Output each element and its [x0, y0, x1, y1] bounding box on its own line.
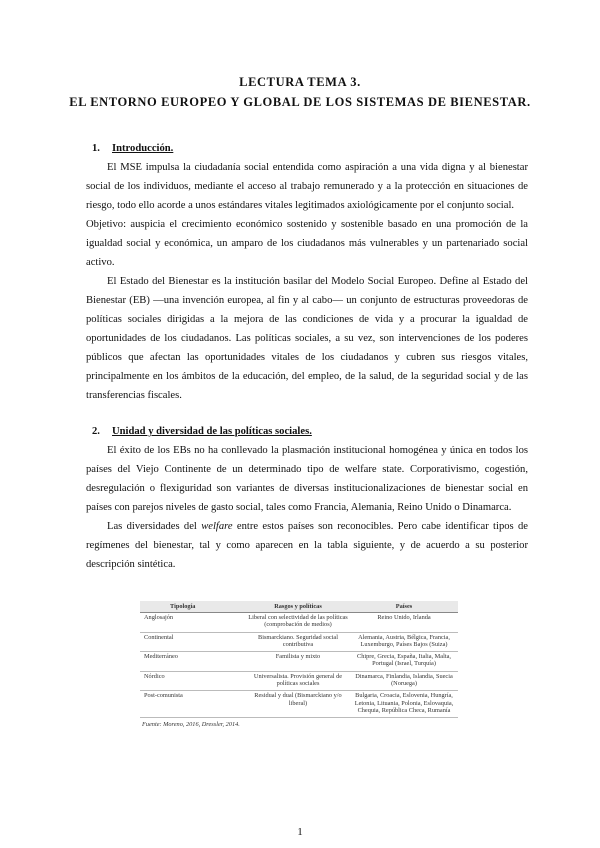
section-2-paragraph-1: El éxito de los EBs no ha conllevado la plasmación institucional homogénea y única en todos los países del Viejo Continente de un determinado tipo de welfare state. Corporativismo, cogestión, desregulación o flexiguridad son variantes de diversas institucionalizaciones de bienestar social en países con parejos niveles de gasto social, tales como Francia, Alemania, Reino Unido o Dinamarca.: [86, 445, 528, 513]
section-1-paragraph-1: El MSE impulsa la ciudadanía social entendida como aspiración a una vida digna y al bienestar social de los individuos, mediante el acceso al trabajo remunerado y a la protección en situaciones de riesgo, todo ello acorde a unos estándares vitales legitimados axiológicamente por el conjunto social.: [86, 162, 528, 211]
welfare-term: welfare: [201, 521, 233, 532]
table-row: Nórdico Universalista. Provisión general de políticas sociales Dinamarca, Finlandia, Islandia, Suecia (Noruega): [140, 671, 458, 691]
document-body: [86, 140, 528, 574]
document-title: [0, 72, 600, 112]
table-header-typology: Tipología: [140, 601, 246, 613]
section-1-heading: [86, 140, 528, 157]
table-row: Anglosajón Liberal con selectividad de las políticas (comprobación de medios) Reino Unido, Irlanda: [140, 613, 458, 633]
page-number: 1: [297, 826, 303, 838]
title-line-2: EL ENTORNO EUROPEO Y GLOBAL DE LOS SISTEMAS DE BIENESTAR.: [69, 95, 531, 109]
welfare-regimes-table: [140, 601, 458, 728]
section-2-paragraph-2: Las diversidades del welfare entre estos países son reconocibles. Pero cabe identificar tipos de regímenes del bienestar, tal y como aparecen en la tabla siguiente, y de acuerdo a su posterior descripción sintética.: [86, 521, 528, 570]
section-1-paragraph-objective: Objetivo: auspicia el crecimiento económico sostenido y sostenible basado en una promoción de la igualdad social y económica, un amparo de los ciudadanos más vulnerables y un partenariado social activo.: [86, 219, 528, 268]
section-1-paragraph-2: El Estado del Bienestar es la institución basilar del Modelo Social Europeo. Define al Estado del Bienestar (EB) —una invención europea, al fin y al cabo— un conjunto de estructuras proveedoras de políticas sociales dirigidas a la mejora de las condiciones de vida y a procurar la igualdad de oportunidades de los ciudadanos. Las políticas sociales, a su vez, son intervenciones de los poderes públicos que afectan las oportunidades vitales de los ciudadanos y cubren sus riesgos vitales, principalmente en los ámbitos de la educación, del empleo, de la salud, de la seguridad social y de las transferencias fiscales.: [86, 276, 528, 401]
section-1-number: 1.: [92, 143, 100, 154]
section-1-title: Introducción.: [112, 143, 174, 154]
table-row: Mediterráneo Familista y mixto Chipre, Grecia, España, Italia, Malta, Portugal (Israel, Turquía): [140, 652, 458, 672]
table-header-features: Rasgos y políticas: [246, 601, 350, 613]
table-row: Post-comunista Residual y dual (Bismarckiano y/o liberal) Bulgaria, Croacia, Eslovenia, Hungría, Letonia, Lituania, Polonia, Eslovaquia, Chequia, República Checa, Rumanía: [140, 691, 458, 718]
section-2-heading: [86, 423, 528, 440]
title-line-1: LECTURA TEMA 3.: [239, 75, 361, 89]
section-2-number: 2.: [92, 426, 100, 437]
table-header-countries: Países: [350, 601, 458, 613]
table-row: Continental Bismarckiano. Seguridad social contributiva Alemania, Austria, Bélgica, Francia, Luxemburgo, Países Bajos (Suiza): [140, 632, 458, 652]
section-2-title: Unidad y diversidad de las políticas sociales.: [112, 426, 312, 437]
table-source: Fuente: Moreno, 2016, Dressler, 2014.: [142, 721, 240, 729]
